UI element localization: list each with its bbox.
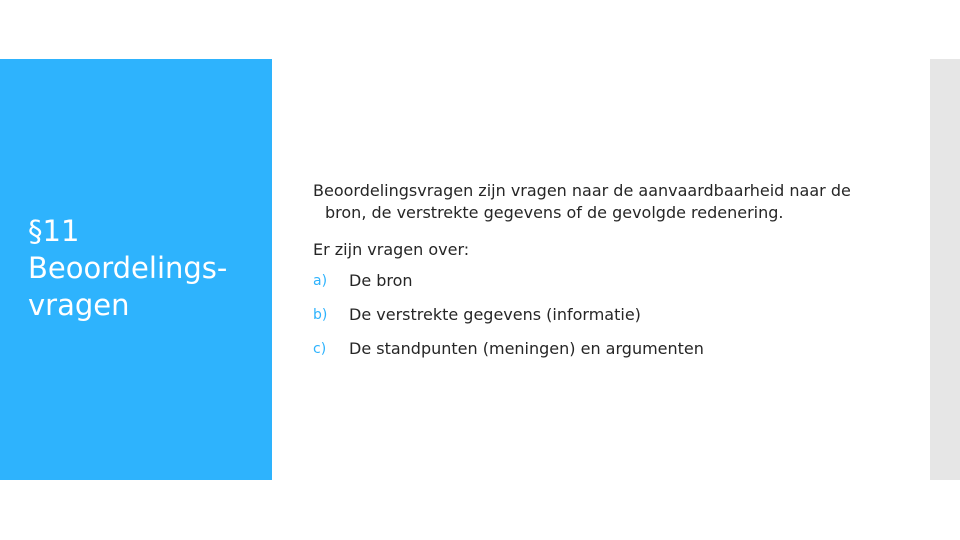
right-decorative-bar: [930, 59, 960, 480]
list-item-text: De standpunten (meningen) en argumenten: [349, 339, 704, 358]
title-line-3: vragen: [28, 288, 130, 322]
list-item: [313, 270, 893, 304]
list-marker: b): [313, 307, 328, 323]
list-item: [313, 338, 893, 372]
definition-paragraph: Beoordelingsvragen zijn vragen naar de aanvaardbaarheid naar de bron, de verstrekte gegevens of de gevolgde redenering.: [313, 181, 851, 222]
slide-content: [313, 180, 893, 372]
question-list: [313, 270, 893, 372]
title-line-2: Beoordelings-: [28, 251, 228, 285]
list-item-text: De verstrekte gegevens (informatie): [349, 305, 641, 324]
list-marker: a): [313, 273, 328, 289]
list-item: [313, 304, 893, 338]
intro-paragraph: Er zijn vragen over:: [313, 240, 470, 259]
slide-title: [28, 213, 268, 324]
list-marker: c): [313, 341, 327, 357]
title-section-number: §11: [28, 214, 80, 248]
list-item-text: De bron: [349, 271, 413, 290]
